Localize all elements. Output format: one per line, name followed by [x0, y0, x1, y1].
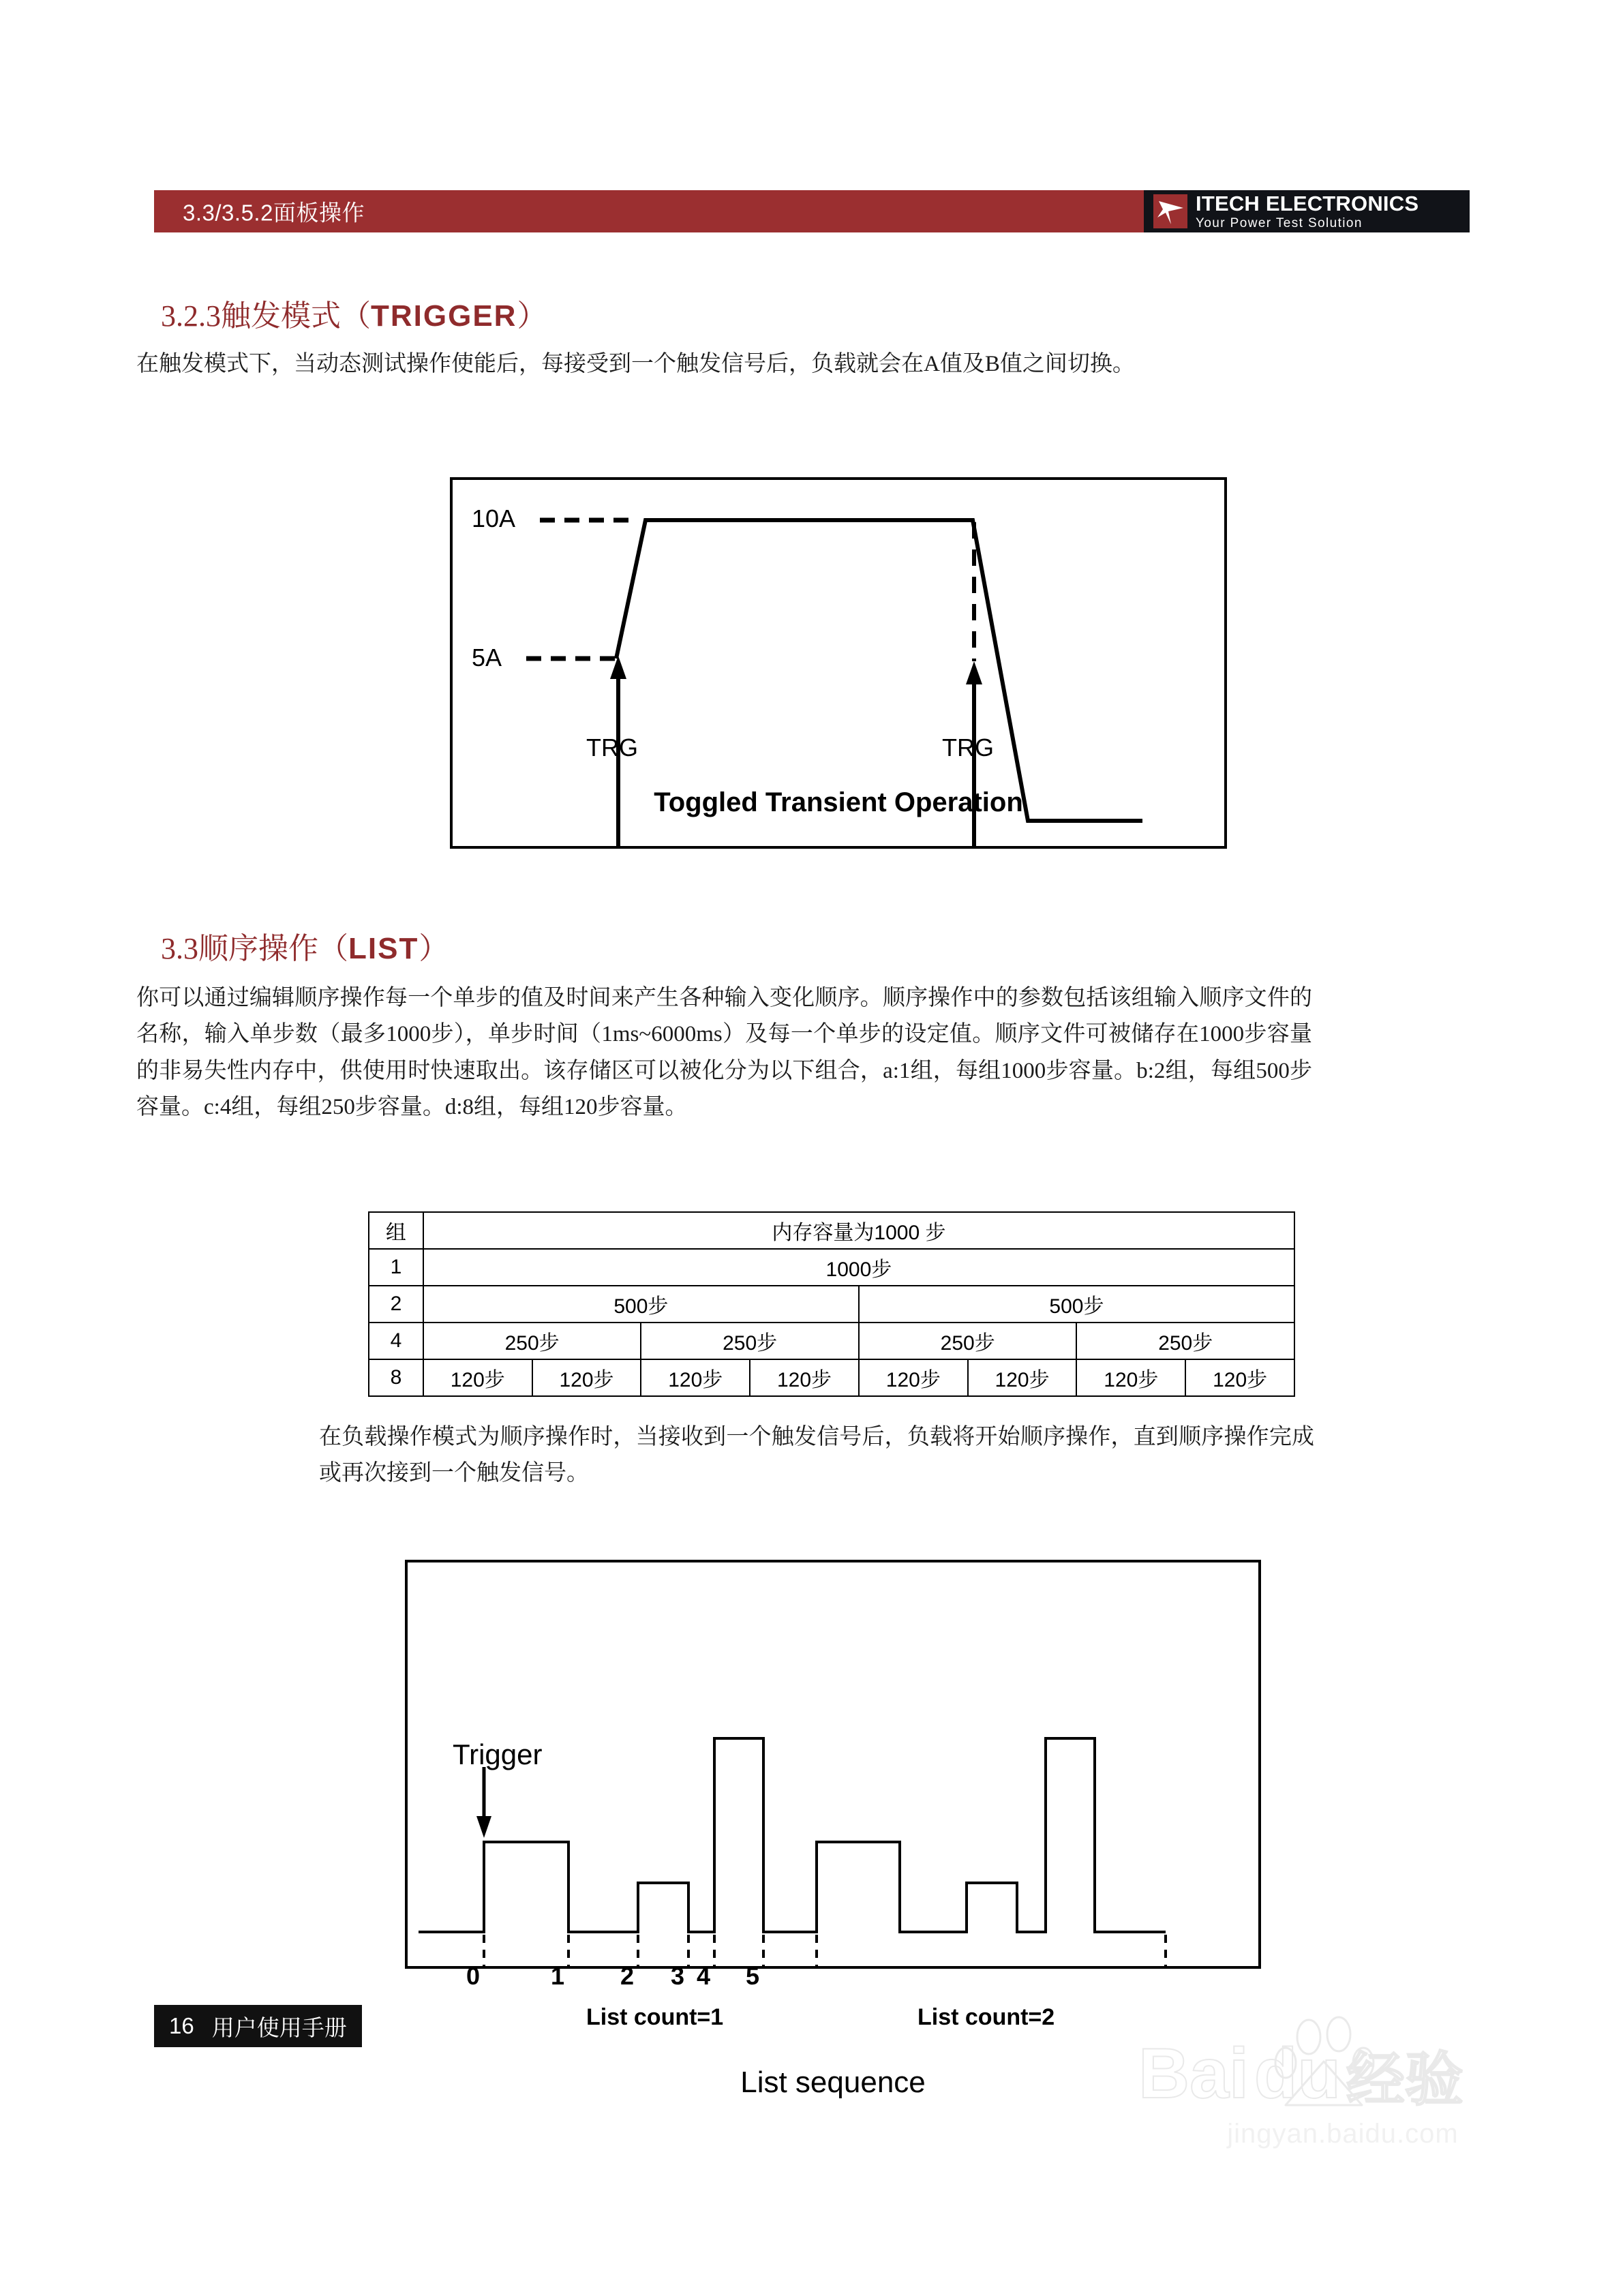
- row-8-cell-0: 120步: [423, 1359, 532, 1396]
- label-step-5: 5: [746, 1962, 760, 1990]
- row-8-cell-3: 120步: [750, 1359, 859, 1396]
- watermark-brand-tail: du: [1254, 2034, 1341, 2113]
- figure-toggled-transient: [450, 477, 1227, 849]
- label-list-count-2: List count=2: [917, 2004, 1055, 2030]
- logo-tagline: Your Power Test Solution: [1196, 216, 1363, 230]
- figure-2-caption: List sequence: [740, 2066, 926, 2099]
- footer-label: 用户使用手册: [211, 2014, 347, 2040]
- row-8-cell-4: 120步: [859, 1359, 968, 1396]
- row-8-cell-5: 120步: [968, 1359, 1077, 1396]
- row-2-cell-0: 500步: [423, 1286, 859, 1323]
- logo-company-name: ITECH ELECTRONICS: [1196, 192, 1419, 215]
- row-group-1: 1: [369, 1249, 423, 1286]
- heading-323-latin: TRIGGER: [371, 299, 517, 333]
- label-trg-2: TRG: [942, 734, 994, 761]
- label-step-1: 1: [551, 1962, 565, 1990]
- heading-323-close: ）: [517, 299, 547, 333]
- paragraph-33-after-table: 在负载操作模式为顺序操作时，当接收到一个触发信号后，负载将开始顺序操作，直到顺序操作完成或再次接到一个触发信号。: [319, 1425, 1314, 1486]
- label-step-0: 0: [466, 1962, 481, 1990]
- figure-1-caption: Toggled Transient Operation: [654, 787, 1023, 817]
- watermark-brand-cn: 经验: [1346, 2047, 1463, 2113]
- heading-33-latin: LIST: [348, 932, 419, 965]
- label-list-count-1: List count=1: [586, 2004, 724, 2030]
- table-header-group: 组: [369, 1212, 423, 1249]
- header-title: 3.3/3.5.2面板操作: [183, 200, 365, 226]
- label-step-3: 3: [671, 1962, 685, 1990]
- label-10a: 10A: [472, 504, 516, 532]
- section-heading-33: [161, 924, 449, 967]
- row-group-4: 4: [369, 1323, 423, 1359]
- page-footer: [154, 2005, 362, 2047]
- row-group-8: 8: [369, 1359, 423, 1396]
- baidu-paw-icon: [1272, 2014, 1395, 2116]
- heading-33-close: ）: [419, 932, 449, 965]
- row-4-cell-0: 250步: [423, 1323, 641, 1359]
- itech-arrow-icon: [1153, 194, 1187, 228]
- row-2-cell-1: 500步: [859, 1286, 1294, 1323]
- label-trigger: Trigger: [453, 1738, 543, 1770]
- paragraph-33: 你可以通过编辑顺序操作每一个单步的值及时间来产生各种输入变化顺序。顺序操作中的参数包括该组输入顺序文件的名称，输入单步数（最多1000步），单步时间（1ms~6000ms）及每一个单步的设定值。顺序文件可被储存在1000步容量的非易失性内存中，供使用时快速取出。该存储区可以被化分为以下组合，a:1组，每组1000步容量。b:2组，每组500步容量。c:4组，每组250步容量。d:8组，每组120步容量。: [136, 986, 1312, 1120]
- row-4-cell-1: 250步: [641, 1323, 859, 1359]
- row-4-cell-2: 250步: [859, 1323, 1077, 1359]
- label-trg-1: TRG: [586, 734, 638, 761]
- paragraph-323: 在触发模式下，当动态测试操作使能后，每接受到一个触发信号后，负载就会在A值及B值之间切换。: [136, 352, 1135, 376]
- section-heading-323: [161, 291, 547, 335]
- heading-33-cn: 3.3顺序操作（: [161, 932, 348, 965]
- label-step-2: 2: [620, 1962, 635, 1990]
- table-row: [369, 1359, 1294, 1396]
- label-step-4: 4: [697, 1962, 711, 1990]
- row-8-cell-7: 120步: [1185, 1359, 1294, 1396]
- row-8-cell-2: 120步: [641, 1359, 750, 1396]
- watermark-brand: Bai: [1138, 2034, 1249, 2113]
- label-5a: 5A: [472, 644, 502, 671]
- table-row: [369, 1286, 1294, 1323]
- company-logo: [1144, 190, 1470, 232]
- row-1-cell-0: 1000步: [423, 1249, 1294, 1286]
- baidu-watermark: [1138, 2034, 1547, 2209]
- row-8-cell-6: 120步: [1076, 1359, 1185, 1396]
- table-header-row: [369, 1212, 1294, 1249]
- page-header: [154, 190, 1470, 232]
- watermark-url: jingyan.baidu.com: [1227, 2119, 1459, 2149]
- heading-323-cn: 3.2.3触发模式（: [161, 299, 371, 333]
- memory-capacity-table: [368, 1211, 1295, 1397]
- table-row: [369, 1323, 1294, 1359]
- row-8-cell-1: 120步: [532, 1359, 641, 1396]
- table-header-capacity: 内存容量为1000 步: [423, 1212, 1294, 1249]
- table-row: [369, 1249, 1294, 1286]
- row-4-cell-3: 250步: [1076, 1323, 1294, 1359]
- footer-page-number: 16: [169, 2013, 194, 2038]
- row-group-2: 2: [369, 1286, 423, 1323]
